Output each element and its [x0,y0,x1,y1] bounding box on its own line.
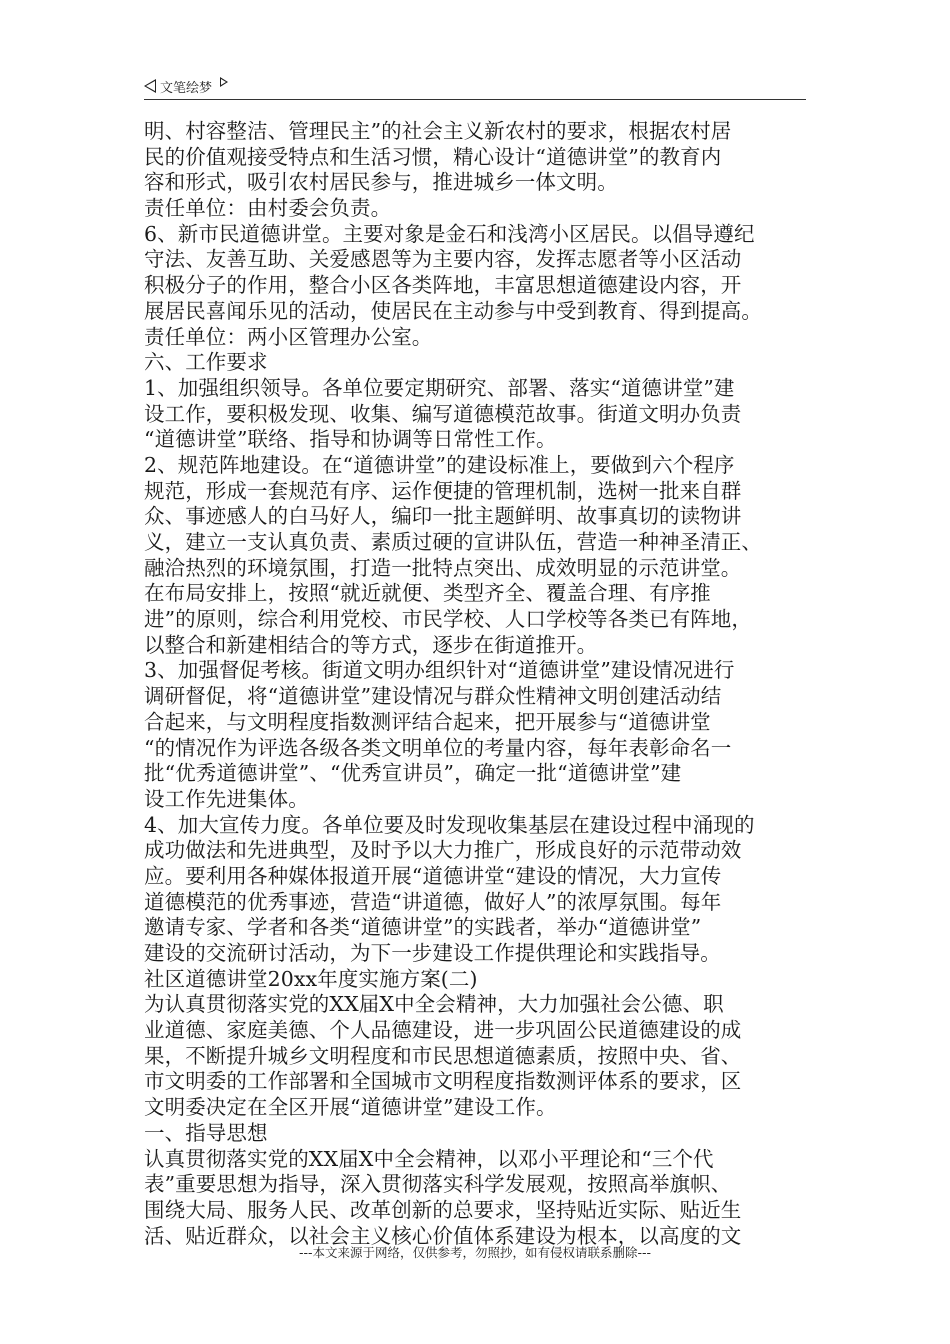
text-line: 责任单位：两小区管理办公室。 [144,324,433,349]
text-line: 为认真贯彻落实党的XX届X中全会精神，大力加强社会公德、职 [144,992,724,1017]
text-line: 设工作，要积极发现、收集、编写道德模范故事。街道文明办负责 [144,401,742,426]
text-line: 活、贴近群众，以社会主义核心价值体系建设为根本，以高度的文 [144,1223,742,1248]
text-line: 文明委决定在全区开展“道德讲堂”建设工作。 [144,1095,557,1120]
text-line: 道德模范的优秀事迹，营造“讲道德，做好人”的浓厚氛围。每年 [144,889,722,914]
triangle-right-icon [220,77,228,87]
text-line: 设工作先进集体。 [144,786,309,811]
page-header [144,74,806,98]
text-line: 众、事迹感人的白马好人，编印一批主题鲜明、故事真切的读物讲 [144,504,742,529]
text-line: 一、指导思想 [144,1120,268,1145]
text-line: 民的价值观接受特点和生活习惯，精心设计“道德讲堂”的教育内 [144,144,722,169]
text-line: 建设的交流研讨活动，为下一步建设工作提供理论和实践指导。 [144,941,721,965]
text-line: 进”的原则，综合利用党校、市民学校、人口学校等各类已有阵地， [144,607,752,632]
text-line: 批“优秀道德讲堂”、“优秀宣讲员”，确定一批“道德讲堂”建 [144,761,682,786]
document-body [144,119,814,1249]
text-line: 认真贯彻落实党的XX届X中全会精神，以邓小平理论和“三个代 [144,1146,714,1171]
text-line: 积极分子的作用，整合小区各类阵地，丰富思想道德建设内容，开 [144,273,742,298]
header-title: 文笔绘梦 [160,80,213,96]
triangle-left-icon [144,79,156,93]
text-line: 容和形式，吸引农村居民参与，推进城乡一体文明。 [144,170,618,195]
text-line: 成功做法和先进典型，及时予以大力推广，形成良好的示范带动效 [144,838,742,863]
text-line: 围绕大局、服务人民、改革创新的总要求，坚持贴近实际、贴近生 [144,1197,742,1222]
text-line: 在布局安排上，按照“就近就便、类型齐全、覆盖合理、有序推 [144,581,711,606]
text-line: 以整合和新建相结合的等方式，逐步在街道推开。 [144,632,598,657]
text-line: 市文明委的工作部署和全国城市文明程度指数测评体系的要求，区 [144,1069,742,1094]
text-line: 邀请专家、学者和各类“道德讲堂”的实践者，举办“道德讲堂” [144,915,702,940]
text-line: 3、加强督促考核。街道文明办组织针对“道德讲堂”建设情况进行 [144,658,735,683]
text-line: 6、新市民道德讲堂。主要对象是金石和浅湾小区居民。以倡导遵纪 [144,221,755,246]
text-line: 责任单位：由村委会负责。 [144,196,392,221]
page-footer: ---本文来源于网络，仅供参考，勿照抄，如有侵权请联系删除--- [298,1245,652,1260]
text-line: 业道德、家庭美德、个人品德建设，进一步巩固公民道德建设的成 [144,1018,742,1043]
text-line: 守法、友善互助、关爱感恩等为主要内容，发挥志愿者等小区活动 [144,247,742,272]
text-line: “的情况作为评选各级各类文明单位的考量内容，每年表彰命名一 [144,735,732,760]
text-line: 展居民喜闻乐见的活动，使居民在主动参与中受到教育、得到提高。 [144,298,762,323]
text-line: 规范，形成一套规范有序、运作便捷的管理机制，选树一批来自群 [144,478,742,503]
text-line: 六、工作要求 [144,350,268,375]
text-line: “道德讲堂”联络、指导和协调等日常性工作。 [144,427,557,452]
text-line: 果，不断提升城乡文明程度和市民思想道德素质，按照中央、省、 [144,1043,742,1068]
text-line: 融洽热烈的环境氛围，打造一批特点突出、成效明显的示范讲堂。 [144,555,742,580]
text-line: 1、加强组织领导。各单位要定期研究、部署、落实“道德讲堂”建 [144,375,735,400]
text-line: 4、加大宣传力度。各单位要及时发现收集基层在建设过程中涌现的 [144,812,755,837]
header-divider [144,99,806,100]
text-line: 2、规范阵地建设。在“道德讲堂”的建设标准上，要做到六个程序 [144,452,735,477]
text-line: 合起来，与文明程度指数测评结合起来，把开展参与“道德讲堂 [144,709,711,734]
text-line: 义，建立一支认真负责、素质过硬的宣讲队伍，营造一种神圣清正、 [144,530,762,554]
text-line: 表”重要思想为指导，深入贯彻落实科学发展观，按照高举旗帜、 [144,1172,732,1197]
text-line: 应。要利用各种媒体报道开展“道德讲堂“建设的情况，大力宣传 [144,863,722,888]
text-line: 调研督促，将“道德讲堂”建设情况与群众性精神文明创建活动结 [144,684,722,709]
text-line: 社区道德讲堂20xx年度实施方案(二) [144,966,478,991]
text-line: 明、村容整洁、管理民主”的社会主义新农村的要求，根据农村居 [144,119,732,143]
